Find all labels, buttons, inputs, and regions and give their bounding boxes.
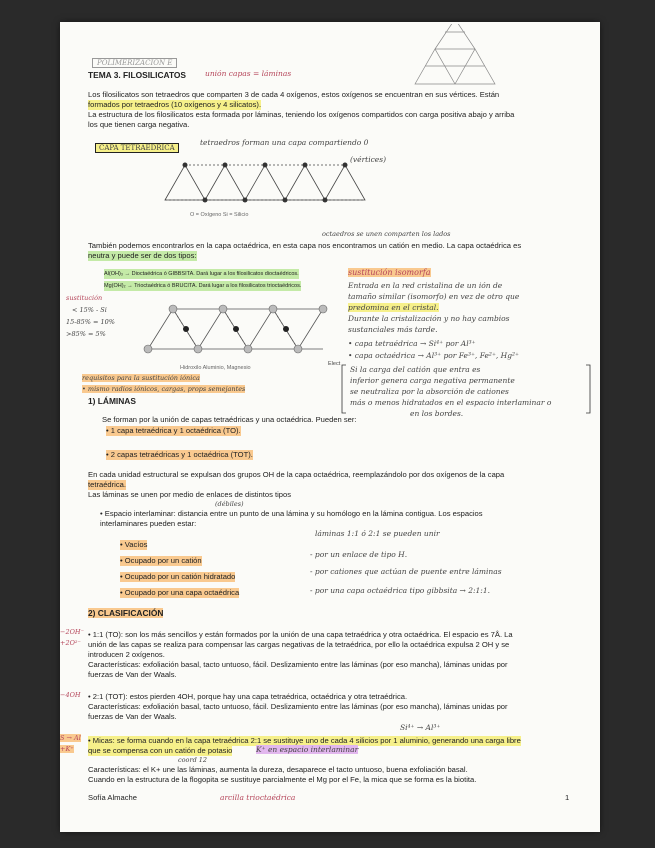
sust-line-3: predomina en el cristal. [348,303,439,312]
tetrahedral-diagram [160,155,390,210]
note-cationes: - por cationes que actúan de puente entre láminas [310,567,502,576]
laminas-para-3: Las láminas se unen por medio de enlaces de distintos tipos [88,490,292,499]
sust-line-4: Durante la cristalización y no hay cambios [348,314,510,323]
option-vacios: • Vacíos [120,540,148,549]
laminas-para-2: tetraédrica. [88,480,126,489]
tetra-note-1: tetraedros forman una capa compartiendo 0 [200,138,369,147]
page-title: TEMA 3. FILOSILICATOS [88,70,187,80]
req-line-2: • mismo radios iónicos, cargas, props semejantes [82,385,246,393]
note-gibbsita: - por una capa octaédrica tipo gibbsita → 2:1:1. [310,586,490,595]
octa-elec: Elect [328,361,341,367]
footer-author: Sofía Almache [88,793,137,802]
margin-note-2: +2O²⁻ [60,639,81,647]
ratio-3: >85% = 5% [66,330,106,338]
sust-line-2: tamaño similar (isomorfo) en vez de otro que [348,292,520,301]
clasif-c-3: Características: el K+ une las láminas, aumenta la dureza, desaparece el tacto untuoso, buena exfoliación basal. [88,765,468,774]
octahedral-diagram [138,294,338,364]
req-line-1: requisitos para la sustitución iónica [82,374,200,382]
octa-type-2: Mg(OH)₂ → Trioctaédrica ó BRUCITA. Dará lugar a los filosilicatos trioctaédricos. [104,283,302,289]
sust-title: sustitución isomorfa [348,268,431,277]
bracket-line-2: inferior genera carga negativa permanente [350,376,515,385]
margin-note-1: −2OH⁻ [60,628,85,636]
laminas-bullet-1: • 1 capa tetraédrica y 1 octaédrica (TO). [106,426,241,435]
bracket-line-3: se neutraliza por la absorción de cationes [350,387,509,396]
clasif-c-2: que se compensa con un catión de potasio [88,746,233,755]
margin-note-3: −4OH [60,691,81,699]
laminas-bullet-2: • 2 capas tetraédricas y 1 octaédrica (TOT). [106,450,253,459]
bracket-line-4: más o menos hidratados en el espacio interlaminar o [350,398,552,407]
ratio-1: < 15% - Si [72,306,107,314]
option-octaedrica: • Ocupado por una capa octaédrica [120,588,240,597]
margin-note-4: S → Al [60,734,81,742]
ratio-title: sustitución [66,294,103,302]
espacio-line-1: • Espacio interlaminar: distancia entre un punto de una lámina y su homólogo en la lámina contigua. Los espacios [100,509,483,518]
clasif-a-3: introducen 2 oxígenos. [88,650,165,659]
lattice-sketch [405,24,500,99]
clasif-c-1: • Micas: se forma cuando en la capa tetraédrica 2:1 se sustituye uno de cada 4 silicios por 1 aluminio, generando una carga libre [88,736,521,745]
sust-line-5: sustanciales más tarde. [348,325,438,334]
espacio-line-2: interlaminares pueden estar: [100,519,197,528]
sust-cap-1: • capa tetraédrica → Si⁴⁺ por Al³⁺ [348,339,476,348]
note-coord: coord 12 [178,756,208,764]
ratio-2: 15-85% = 10% [66,318,115,326]
footer-page: 1 [565,793,570,802]
note-si-al: Si⁴⁺ → Al³⁺ [400,723,441,732]
option-hidratado: • Ocupado por un catión hidratado [120,572,236,581]
laminas-line-1: Se forman por la unión de capas tetraédricas y una octaédrica. Pueden ser: [102,415,357,424]
sust-cap-2: • capa octaédrica → Al³⁺ por Fe³⁺, Fe²⁺, Hg²⁺ [348,351,519,360]
clasif-a-5: fuerzas de Van der Waals. [88,670,177,679]
octa-type-1: Al(OH)₃ → Dioctaédrica ó GIBBSITA. Dará lugar a los filosilicatos dioctaédricos. [104,271,299,277]
bracket-line-5: en los bordes. [410,409,464,418]
intro-line-3: La estructura de los filosilicatos esta formada por láminas, teniendo los oxígenos compartidos con carga positiva abajo y arriba [88,110,515,119]
bracket-line-1: Si la carga del catión que entra es [350,365,481,374]
clasif-a-2: unión de las capas se realiza para compensar las cargas negativas de la tetraédrica, por ello la octaédrica expulsa 2 OH y se [88,640,510,649]
margin-note-5: +K⁺ [60,745,74,753]
clasif-b-3: fuerzas de Van der Waals. [88,712,177,721]
intro-line-2: formados por tetraedros (10 oxígenos y 4 silicatos). [88,100,262,109]
tetra-label: CAPA TETRAÉDRICA [95,143,179,153]
clasif-a-1: • 1:1 (TO): son los más sencillos y están formados por la unión de una capa tetraédrica y otra octaédrica. El espacio es 7Å. La [88,630,513,639]
note-debiles: (débiles) [215,500,244,508]
intro-line-1: Los filosilicatos son tetraedros que comparten 3 de cada 4 oxígenos, estos oxígenos se encuentran en sus vértices. Están [88,90,500,99]
note-enlace-h: - por un enlace de tipo H. [310,550,408,559]
sust-line-1: Entrada en la red cristalina de un ión de [348,281,503,290]
note-unir: láminas 1:1 ó 2:1 se pueden unir [315,529,440,538]
notes-page [60,22,600,832]
clasif-c-2-note: K⁺ en espacio interlaminar [256,745,359,754]
octa-line-2: neutra y puede ser de dos tipos: [88,251,197,260]
octa-note: octaedros se unen comparten los lados [322,230,451,238]
intro-line-4: los que tienen carga negativa. [88,120,190,129]
clasif-b-2: Características: exfoliación basal, tacto untuoso, fácil. Deslizamiento entre las láminas (por eso mancha), láminas unidas por [88,702,508,711]
option-cation: • Ocupado por un catión [120,556,202,565]
clasif-heading: 2) CLASIFICACIÓN [88,608,164,618]
tetra-legend: O = Oxígeno Si = Silicio [190,212,249,218]
clasif-b-1: • 2:1 (TOT): estos pierden 4OH, porque hay una capa tetraédrica, octaédrica y otra tetraédrica. [88,692,408,701]
octa-line-1: También podemos encontrarlos en la capa octaédrica, en esta capa nos encontramos un catión en medio. La capa octaédrica es [88,241,522,250]
note-trioctaedrica: arcilla trioctaédrica [220,793,296,802]
stamp-label: POLIMERIZACIÓN E [92,58,177,68]
clasif-c-4: Cuando en la estructura de la flogopita se sustituye parcialmente el Mg por el Fe, la mica que se forma es la biotita. [88,775,477,784]
tetra-note-2: (vértices) [350,155,387,164]
title-note: unión capas = láminas [205,69,292,78]
laminas-heading: 1) LÁMINAS [88,396,136,406]
clasif-a-4: Características: exfoliación basal, tacto untuoso, fácil. Deslizamiento entre las láminas (por eso mancha), láminas unidas por [88,660,508,669]
octa-legend: Hidroxilo Aluminio, Magnesio [180,365,251,371]
laminas-para-1: En cada unidad estructural se expulsan dos grupos OH de la capa octaédrica, reemplazándolo por dos oxígenos de la capa [88,470,505,479]
